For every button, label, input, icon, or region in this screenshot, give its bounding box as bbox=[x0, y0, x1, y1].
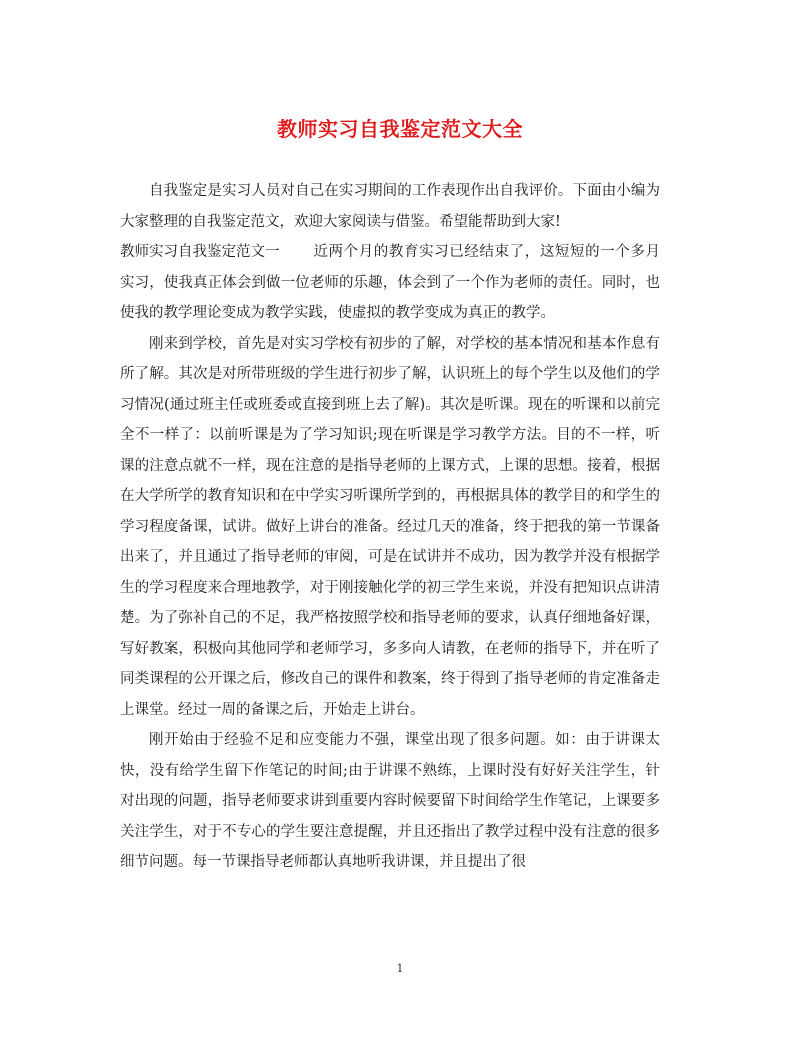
body-paragraph-3: 刚开始由于经验不足和应变能力不强，课堂出现了很多问题。如：由于讲课太快，没有给学生留下作笔记的时间;由于讲课不熟练，上课时没有好好关注学生，针对出现的问题，指导老师要求讲到重要内容时候要留下时间给学生作笔记，上课要多关注学生，对于不专心的学生要注意提醒，并且还指出了教学过程中没有注意的很多细节问题。每一节课指导老师都认真地听我讲课，并且提出了很 bbox=[120, 732, 660, 870]
intro-paragraph: 自我鉴定是实习人员对自己在实习期间的工作表现作出自我评价。下面由小编为大家整理的自我鉴定范文，欢迎大家阅读与借鉴。希望能帮助到大家! bbox=[120, 183, 660, 230]
page-number: 1 bbox=[396, 962, 404, 975]
document-body bbox=[120, 176, 660, 878]
section-first-paragraph bbox=[120, 237, 660, 329]
body-paragraph-2: 刚来到学校，首先是对实习学校有初步的了解，对学校的基本情况和基本作息有所了解。其次是对所带班级的学生进行初步了解，认识班上的每个学生以及他们的学习情况(通过班主任或班委或直接到班上去了解)。其次是听课。现在的听课和以前完全不一样了：以前听课是为了学习知识;现在听课是学习教学方法。目的不一样，听课的注意点就不一样，现在注意的是指导老师的上课方式，上课的思想。接着，根据在大学所学的教育知识和在中学实习听课所学到的，再根据具体的教学目的和学生的学习程度备课，试讲。做好上讲台的准备。经过几天的准备，终于把我的第一节课备出来了，并且通过了指导老师的审阅，可是在试讲并不成功，因为教学并没有根据学生的学习程度来合理地教学，对于刚接触化学的初三学生来说，并没有把知识点讲清楚。为了弥补自己的不足，我严格按照学校和指导老师的要求，认真仔细地备好课，写好教案，积极向其他同学和老师学习，多多向人请教，在老师的指导下，并在听了同类课程的公开课之后，修改自己的课件和教案，终于得到了指导老师的肯定准备走上课堂。经过一周的备课之后，开始走上讲台。 bbox=[120, 335, 660, 718]
section-heading: 教师实习自我鉴定范文一 bbox=[120, 244, 280, 260]
section-first-text: 近两个月的教育实习已经结束了，这短短的一个多月实习，使我真正体会到做一位老师的乐趣，体会到了一个作为老师的责任。同时，也使我的教学理论变成为教学实践，使虚拟的教学变成为真正的教学。 bbox=[120, 244, 660, 321]
document-title: 教师实习自我鉴定范文大全 bbox=[277, 117, 523, 141]
